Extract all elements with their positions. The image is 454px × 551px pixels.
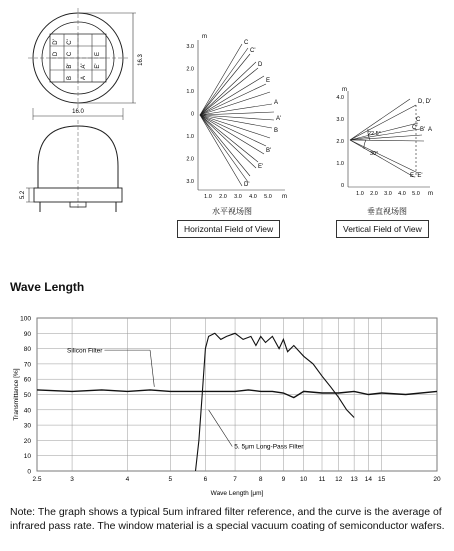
hfov-y-tick: 1.0 (186, 89, 194, 95)
y-tick-label: 70 (23, 361, 31, 369)
pad-label: D (53, 51, 59, 57)
vfov-y-tick: 2.0 (336, 139, 344, 145)
vfov-caption-box: Vertical Field of View (336, 220, 429, 238)
hfov-zone-label: C' (250, 48, 256, 54)
pad-label: D' (53, 39, 59, 45)
pad-label: C (67, 51, 73, 57)
vfov-zone-label: D, D' (418, 99, 432, 105)
annotation-long-pass-filter: 5. 5μm Long-Pass Filter (234, 443, 304, 451)
y-tick-label: 0 (27, 468, 31, 476)
hfov-axis-unit: m (202, 34, 207, 40)
vfov-zone-label: C' (412, 125, 418, 131)
transmittance-chart (0, 308, 454, 500)
vertical-fov-diagram (330, 85, 440, 200)
dimension-h: 5.2 (20, 190, 26, 200)
dimension-w1: 16.3 (138, 54, 144, 66)
hfov-caption-box: Horizontal Field of View (177, 220, 280, 238)
vfov-angle-label: 22.5° (368, 131, 381, 137)
chart-xlabel: Wave Length [μm] (210, 490, 264, 497)
chart-note: Note: The graph shows a typical 5um infrared filter reference, and the curve is the average of infrared pass rate. The window material is a special vacuum coating of semiconductor wafers. (10, 506, 445, 533)
hfov-y-tick: 3.0 (186, 179, 194, 185)
pad-label: C' (67, 39, 73, 45)
vfov-x-tick: 1.0 (356, 191, 364, 197)
x-tick-label: 10 (300, 476, 308, 483)
vfov-zone-label: E, E' (410, 173, 423, 179)
annotation-silicon-filter: Silicon Filter (67, 347, 103, 355)
hfov-caption-cn: 水平视场图 (212, 207, 252, 216)
pad-label: E' (95, 63, 101, 69)
y-tick-label: 50 (23, 392, 31, 399)
x-tick-label: 15 (378, 476, 386, 483)
hfov-zone-label: C (244, 40, 249, 46)
hfov-zone-label: A (274, 100, 279, 106)
pad-label: E (95, 51, 101, 57)
hfov-x-tick: 4.0 (249, 194, 257, 200)
vfov-zone-label: A (428, 127, 433, 133)
vfov-y-tick: 3.0 (336, 117, 344, 123)
chart-ylabel: Transmittance [%] (13, 368, 20, 421)
x-tick-label: 7 (233, 476, 237, 483)
vfov-zone-label: C (416, 117, 421, 123)
hfov-y-tick: 2.0 (186, 156, 194, 163)
hfov-x-unit: m (282, 194, 287, 200)
vfov-y-tick: 4.0 (336, 95, 344, 101)
vfov-x-tick: 4.0 (398, 191, 406, 197)
annotation-leader (209, 410, 233, 447)
hfov-x-tick: 3.0 (234, 194, 242, 200)
hfov-zone-label: D' (244, 182, 250, 188)
vfov-x-tick: 5.0 (412, 191, 420, 197)
hfov-y-tick: 0 (190, 111, 194, 118)
vfov-angle-label: 30° (370, 151, 379, 157)
y-tick-label: 90 (23, 330, 31, 338)
hfov-x-tick: 1.0 (204, 194, 212, 200)
hfov-y-tick: 1.0 (186, 134, 194, 140)
x-tick-label: 5 (168, 476, 173, 483)
y-tick-label: 10 (23, 453, 31, 461)
vfov-axis-unit: m (342, 87, 347, 93)
vfov-x-tick: 3.0 (384, 191, 392, 197)
section-heading: Wave Length (10, 280, 85, 294)
series-line-silicon-filter (37, 390, 437, 398)
x-tick-label: 6 (203, 476, 208, 483)
x-tick-label: 12 (335, 476, 343, 483)
x-tick-label: 9 (281, 476, 286, 483)
pad-label: A' (81, 63, 87, 69)
y-tick-label: 60 (23, 376, 31, 384)
x-tick-label: 4 (125, 476, 130, 483)
dimension-drawing (18, 8, 168, 218)
hfov-y-tick: 3.0 (186, 44, 194, 50)
x-tick-label: 2.5 (32, 476, 42, 483)
y-tick-label: 30 (23, 422, 31, 430)
hfov-zone-label: B' (266, 148, 272, 154)
hfov-zone-label: E' (258, 164, 264, 170)
horizontal-fov-diagram (180, 32, 290, 202)
pad-label: A (81, 75, 87, 81)
hfov-zone-label: A' (276, 116, 282, 122)
annotation-leader (150, 350, 154, 387)
y-tick-label: 80 (23, 346, 31, 354)
x-tick-label: 8 (258, 476, 263, 483)
vfov-caption-cn: 垂直视场图 (367, 207, 407, 216)
hfov-x-tick: 2.0 (219, 194, 227, 200)
y-tick-label: 40 (23, 407, 31, 415)
vfov-zone-label: B' (420, 127, 426, 133)
x-tick-label: 13 (350, 476, 358, 483)
y-tick-label: 20 (23, 437, 31, 445)
x-tick-label: 14 (364, 476, 373, 483)
hfov-y-tick: 2.0 (186, 66, 194, 73)
pad-label: B (67, 75, 73, 81)
vfov-x-unit: m (428, 191, 433, 197)
pad-label: B' (67, 63, 73, 69)
vfov-y-tick: 0 (340, 183, 344, 189)
vfov-x-tick: 2.0 (370, 191, 378, 197)
y-tick-label: 100 (20, 315, 31, 323)
hfov-zone-label: B (274, 128, 279, 134)
x-tick-label: 3 (70, 476, 74, 483)
hfov-x-tick: 5.0 (264, 194, 272, 200)
x-tick-label: 11 (318, 476, 326, 483)
x-tick-label: 20 (433, 476, 441, 483)
dimension-w2: 16.0 (72, 109, 84, 115)
hfov-zone-label: D (258, 62, 263, 68)
vfov-y-tick: 1.0 (336, 161, 344, 167)
hfov-zone-label: E (266, 78, 271, 84)
